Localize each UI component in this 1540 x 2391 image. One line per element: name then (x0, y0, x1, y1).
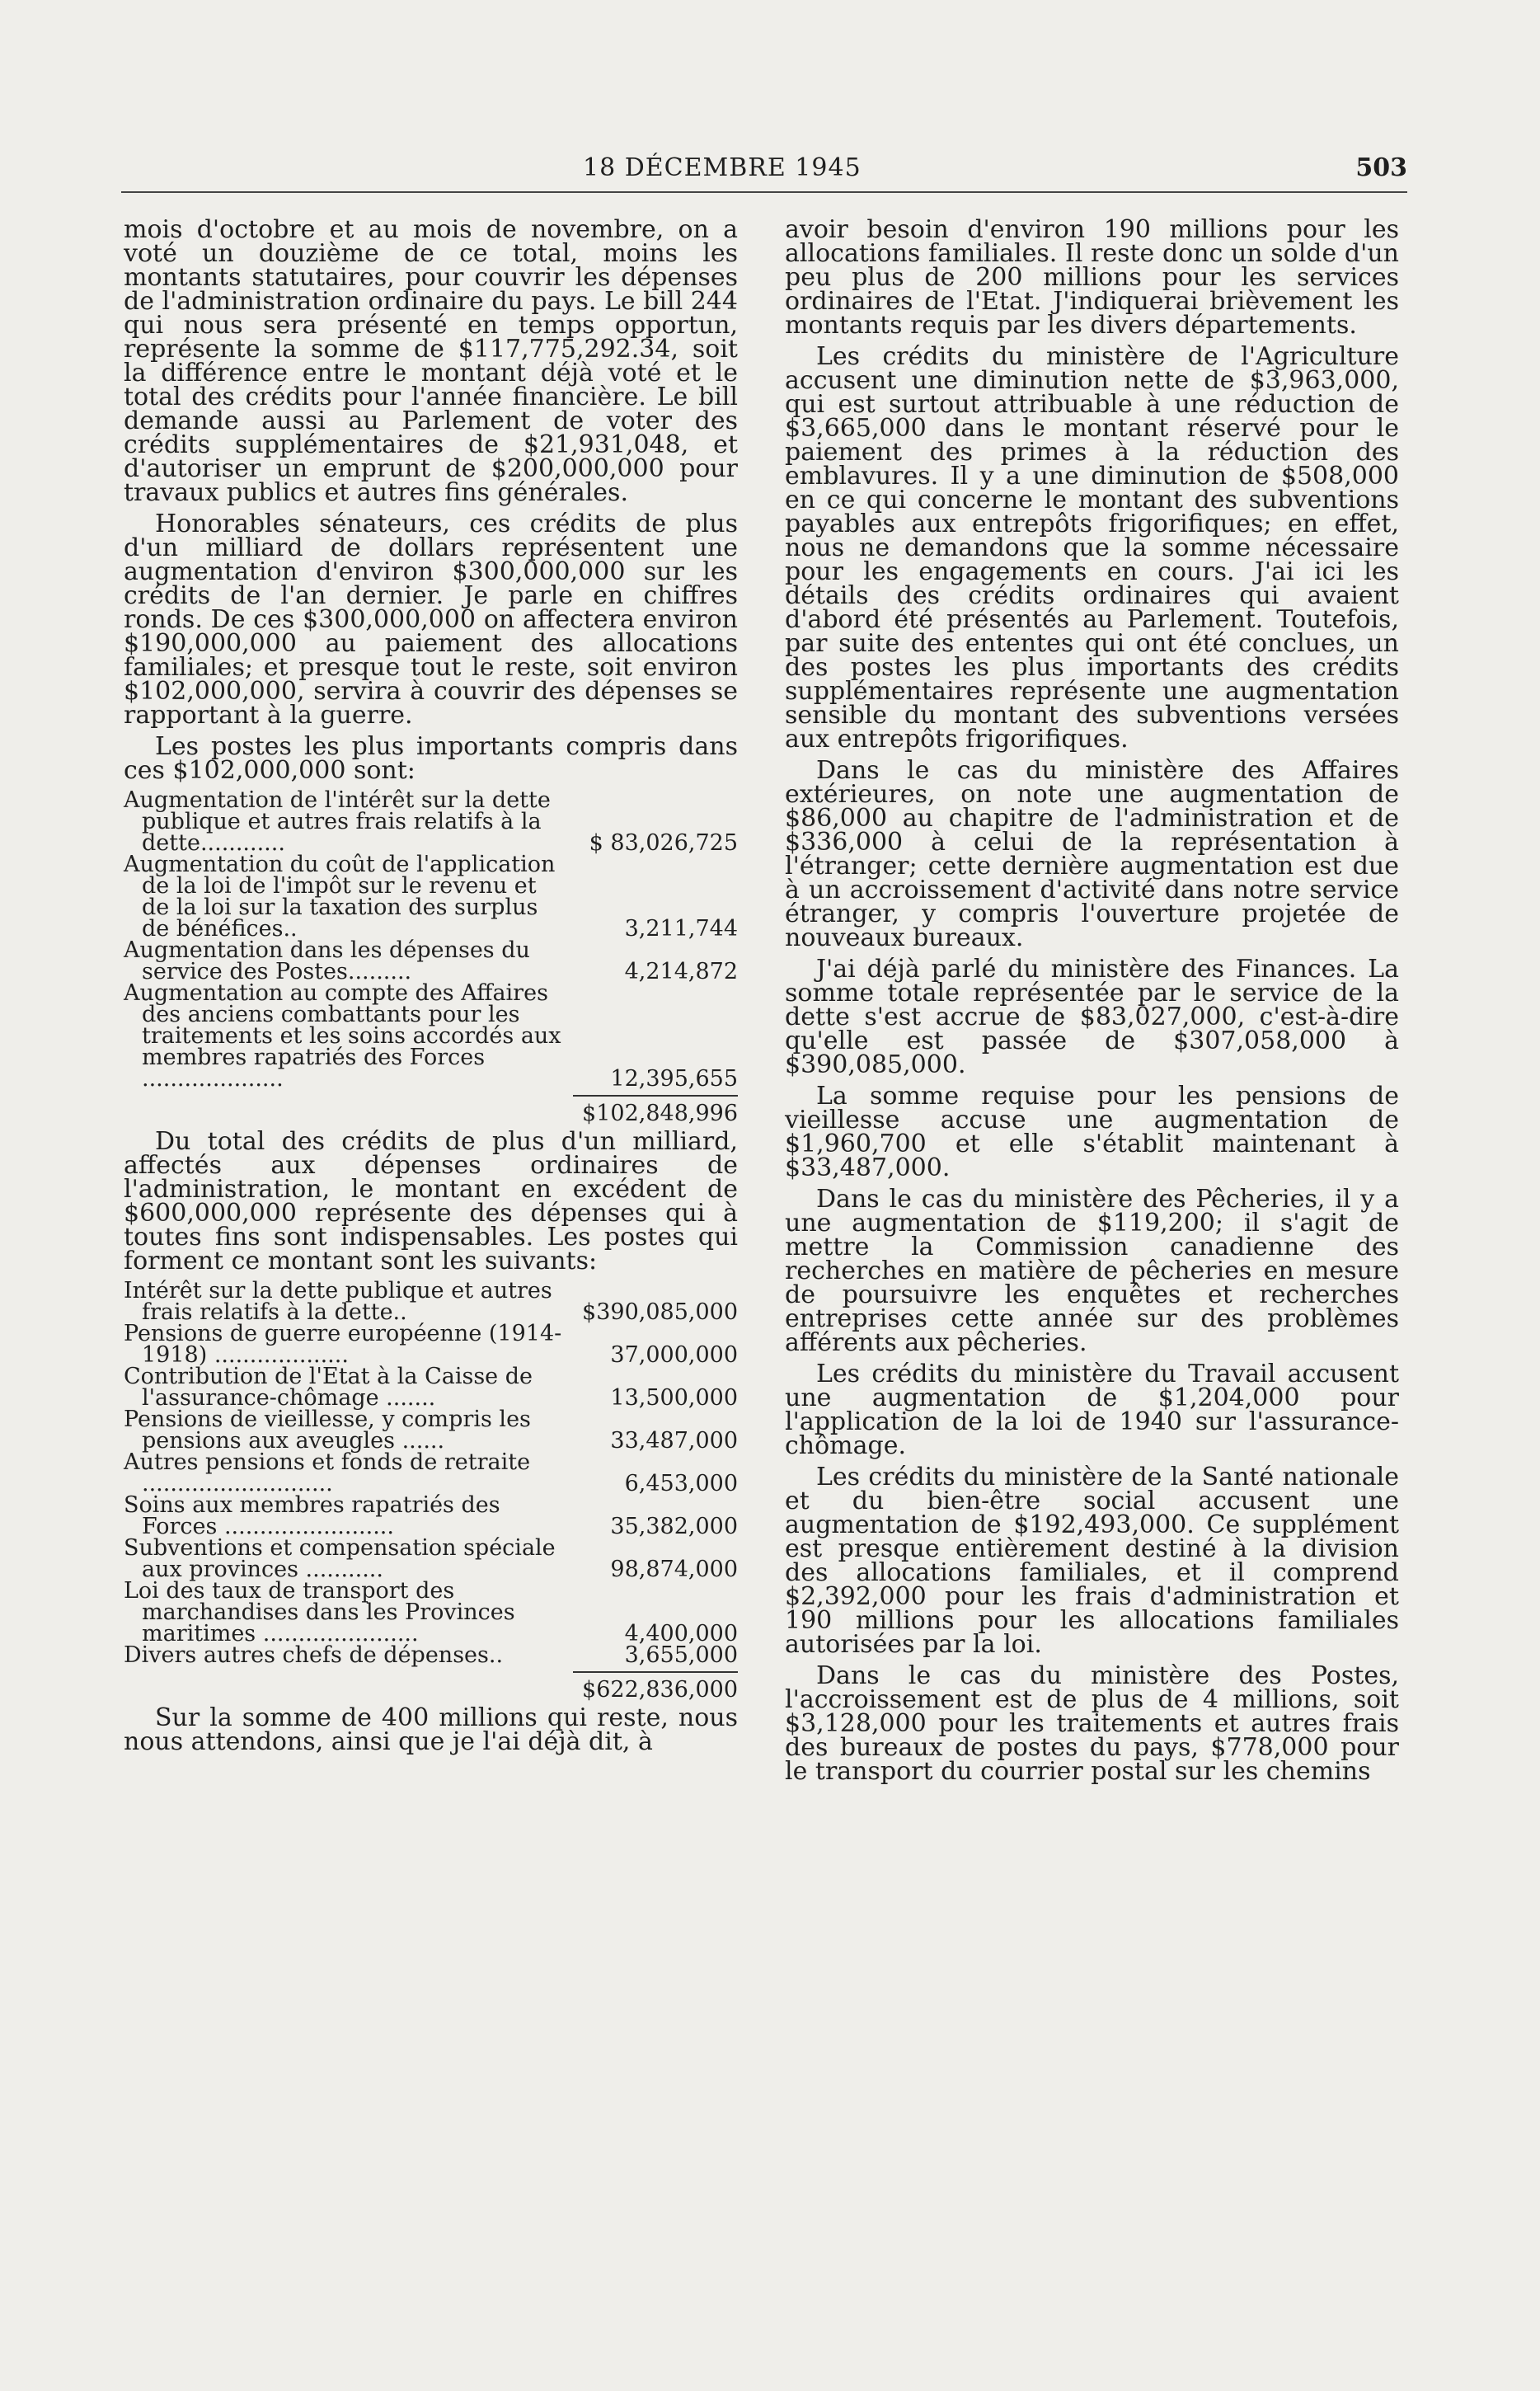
table-total-row (124, 1096, 738, 1125)
table-row (124, 983, 738, 1090)
right-column (785, 215, 1399, 1791)
table-row (124, 940, 738, 983)
row-amount: 4,214,872 (624, 959, 738, 984)
row-amount: 12,395,655 (610, 1066, 738, 1092)
row-label: Divers autres chefs de dépenses.. (124, 1642, 504, 1668)
paragraph: Sur la somme de 400 millions qui reste, nous nous attendons, ainsi que je l'ai déjà dit, à (124, 1703, 738, 1756)
row-amount: 6,453,000 (624, 1471, 738, 1496)
table-total-row (124, 1672, 738, 1701)
row-label: Subventions et compensation spéciale aux provinces ........... (124, 1535, 556, 1582)
row-amount: 13,500,000 (610, 1385, 738, 1411)
row-amount: $390,085,000 (582, 1299, 738, 1325)
paragraph: avoir besoin d'environ 190 millions pour les allocations familiales. Il reste donc un solde d'un peu plus de 200 millions pour les services ordinaires de l'Etat. J'indiquerai brièvement les montants requis par les divers départements. (785, 215, 1399, 340)
paragraph: mois d'octobre et au mois de novembre, on a voté un douzième de ce total, moins les montants statutaires, pour couvrir les dépenses de l'administration ordinaire du pays. Le bill 244 qui nous sera présenté en temps opportun, représente la somme de $117,775,292.34, soit la différence entre le montant déjà voté et le total des crédits pour l'année financière. Le bill demande aussi au Parlement de voter des crédits supplémentaires de $21,931,048, et d'autoriser un emprunt de $200,000,000 pour travaux publics et autres fins générales. (124, 215, 738, 507)
table-row (124, 854, 738, 940)
table-row (124, 1409, 738, 1452)
row-label: Augmentation du coût de l'application de la loi de l'impôt sur le revenu et de la loi sur la taxation des surplus de bénéfices.. (124, 852, 556, 942)
row-amount: 3,655,000 (624, 1642, 738, 1668)
row-label: Contribution de l'Etat à la Caisse de l'assurance-chômage ....... (124, 1364, 533, 1411)
page-number: 503 (1355, 153, 1407, 182)
table-row (124, 1538, 738, 1581)
paragraph: Les crédits du ministère de la Santé nationale et du bien-être social accusent une augmentation de $192,493,000. Ce supplément est presque entièrement destiné à la division des allocations familiales, et il comprend $2,392,000 pour les frais d'administration et 190 millions pour les allocations familiales autorisées par la loi. (785, 1463, 1399, 1659)
paragraph: La somme requise pour les pensions de vieillesse accuse une augmentation de $1,960,700 et elle s'établit maintenant à $33,487,000. (785, 1082, 1399, 1182)
row-amount: 98,874,000 (610, 1557, 738, 1582)
row-amount: 3,211,744 (624, 916, 738, 942)
table-row (124, 1366, 738, 1409)
table-total: $102,848,996 (573, 1096, 738, 1125)
row-label: Intérêt sur la dette publique et autres frais relatifs à la dette.. (124, 1278, 552, 1325)
row-label: Loi des taux de transport des marchandises dans les Provinces maritimes ...................... (124, 1578, 515, 1646)
table-row (124, 1495, 738, 1538)
table-row (124, 1645, 738, 1666)
paragraph: Du total des crédits de plus d'un milliard, affectés aux dépenses ordinaires de l'administration, le montant en excédent de $600,000,000 représente des dépenses qui à toutes fins sont indispensables. Les postes qui forment ce montant sont les suivants: (124, 1127, 738, 1275)
row-label: Augmentation dans les dépenses du service des Postes......... (124, 937, 530, 984)
row-label: Autres pensions et fonds de retraite ........................... (124, 1449, 531, 1496)
left-column (124, 215, 738, 1761)
paragraph: Les crédits du ministère du Travail accusent une augmentation de $1,204,000 pour l'application de la loi de 1940 sur l'assurance-chômage. (785, 1360, 1399, 1460)
table-row (124, 1323, 738, 1366)
expenditures-table (124, 1280, 738, 1701)
row-label: Augmentation au compte des Affaires des anciens combattants pour les traitements et les soins accordés aux membres rapatriés des Forces .................... (124, 980, 561, 1092)
table-row (124, 1280, 738, 1323)
paragraph: J'ai déjà parlé du ministère des Finances. La somme totale représentée par le service de la dette s'est accrue de $83,027,000, c'est-à-dire qu'elle est passée de $307,058,000 à $390,085,000. (785, 955, 1399, 1079)
table-row (124, 790, 738, 854)
paragraph: Honorables sénateurs, ces crédits de plus d'un milliard de dollars représentent une augmentation d'environ $300,000,000 sur les crédits de l'an dernier. Je parle en chiffres ronds. De ces $300,000,000 on affectera environ $190,000,000 au paiement des allocations familiales; et presque tout le reste, soit environ $102,000,000, servira à couvrir des dépenses se rapportant à la guerre. (124, 510, 738, 730)
row-amount: 37,000,000 (610, 1342, 738, 1368)
row-amount: 35,382,000 (610, 1514, 738, 1539)
table-total: $622,836,000 (573, 1672, 738, 1701)
paragraph: Dans le cas du ministère des Affaires extérieures, on note une augmentation de $86,000 au chapitre de l'administration et de $336,000 à celui de la représentation à l'étranger; cette dernière augmentation est due à un accroissement d'activité dans notre service étranger, y compris l'ouverture projetée de nouveaux bureaux. (785, 756, 1399, 952)
row-amount: 4,400,000 (624, 1621, 738, 1646)
page-header (121, 153, 1407, 186)
row-label: Soins aux membres rapatriés des Forces ........................ (124, 1492, 500, 1539)
row-label: Augmentation de l'intérêt sur la dette publique et autres frais relatifs à la dette............ (124, 787, 551, 856)
header-date: 18 DÉCEMBRE 1945 (583, 153, 862, 182)
row-amount: 33,487,000 (610, 1428, 738, 1454)
table-row (124, 1452, 738, 1495)
paragraph: Dans le cas du ministère des Pêcheries, il y a une augmentation de $119,200; il s'agit de mettre la Commission canadienne des recherches en matière de pêcheries en mesure de poursuivre les enquêtes et recherches entreprises cette année sur des problèmes afférents aux pêcheries. (785, 1185, 1399, 1357)
row-label: Pensions de vieillesse, y compris les pensions aux aveugles ...... (124, 1407, 531, 1454)
table-row (124, 1581, 738, 1645)
paragraph: Les crédits du ministère de l'Agriculture accusent une diminution nette de $3,963,000, qui est surtout attribuable à une réduction de $3,665,000 dans le montant réservé pour le paiement des primes à la réduction des emblavures. Il y a une diminution de $508,000 en ce qui concerne le montant des subventions payables aux entrepôts frigorifiques; en effet, nous ne demandons que la somme nécessaire pour les engagements en cours. J'ai ici les détails des crédits ordinaires qui avaient d'abord été présentés au Parlement. Toutefois, par suite des ententes qui ont été conclues, un des postes les plus importants des crédits supplémentaires représente une augmentation sensible du montant des subventions versées aux entrepôts frigorifiques. (785, 342, 1399, 754)
paragraph: Les postes les plus importants compris dans ces $102,000,000 sont: (124, 732, 738, 785)
row-label: Pensions de guerre européenne (1914-1918) ................... (124, 1321, 562, 1368)
row-amount: $ 83,026,725 (589, 830, 738, 856)
paragraph: Dans le cas du ministère des Postes, l'accroissement est de plus de 4 millions, soit $3,128,000 pour les traitements et autres frais des bureaux de postes du pays, $778,000 pour le transport du courrier postal sur les chemins (785, 1661, 1399, 1786)
header-rule (121, 191, 1407, 193)
increases-table (124, 787, 738, 1126)
